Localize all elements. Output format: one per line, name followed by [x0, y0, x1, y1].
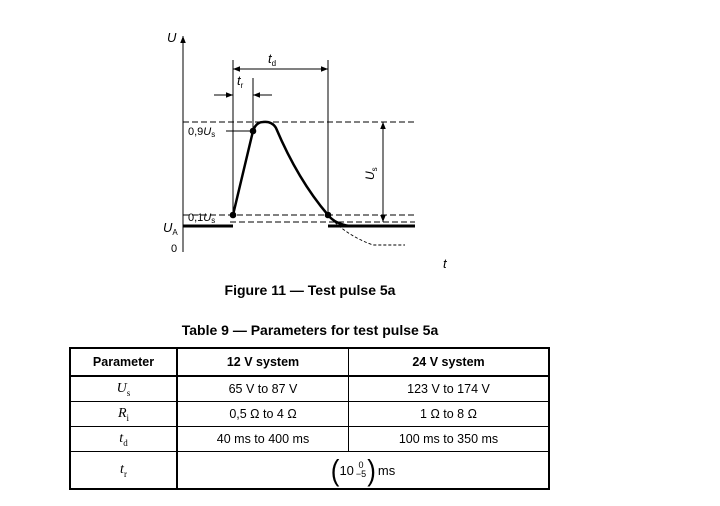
value-24v: 1 Ω to 8 Ω: [349, 402, 550, 427]
level-01-label: 0,1Us: [188, 212, 216, 225]
tolerance-expression: ( 10 0 −5 ) ms: [330, 452, 396, 488]
td-label: $t_d$: [268, 51, 277, 68]
value-12v: 0,5 Ω to 4 Ω: [177, 402, 349, 427]
param-symbol: $U_s$: [70, 376, 177, 402]
parameters-table: [69, 347, 550, 490]
header-24v: 24 V system: [349, 348, 550, 376]
value-24v: 123 V to 174 V: [349, 376, 550, 402]
point-01-rise: [230, 212, 237, 219]
decay-extrapolation: [328, 215, 405, 245]
param-symbol: $R_i$: [70, 402, 177, 427]
point-09-rise: [250, 128, 257, 135]
header-parameter: Parameter: [70, 348, 177, 376]
pulse-curve: [233, 122, 350, 226]
value-12v: 40 ms to 400 ms: [177, 427, 349, 452]
us-label: $U_s$: [363, 167, 379, 180]
param-symbol: $t_r$: [70, 452, 177, 490]
level-09-label: 0,9Us: [188, 126, 216, 139]
table-row: [70, 376, 549, 402]
ua-label: $U_A$: [163, 220, 178, 237]
value-tr-combined: [177, 452, 549, 490]
point-01-decay: [325, 212, 332, 219]
header-12v: 12 V system: [177, 348, 349, 376]
table-row: [70, 427, 549, 452]
value-24v: 100 ms to 350 ms: [349, 427, 550, 452]
y-axis-label: U: [167, 30, 177, 45]
table-caption: Table 9 — Parameters for test pulse 5a: [181, 322, 439, 338]
tr-label: $t_r$: [237, 73, 244, 90]
table-header-row: [70, 348, 549, 376]
zero-label: 0: [171, 243, 178, 255]
table-row: [70, 402, 549, 427]
value-12v: 65 V to 87 V: [177, 376, 349, 402]
figure-caption: Figure 11 — Test pulse 5a: [224, 282, 396, 298]
table-row: [70, 452, 549, 490]
x-axis-label: t: [443, 256, 447, 271]
param-symbol: $t_d$: [70, 427, 177, 452]
